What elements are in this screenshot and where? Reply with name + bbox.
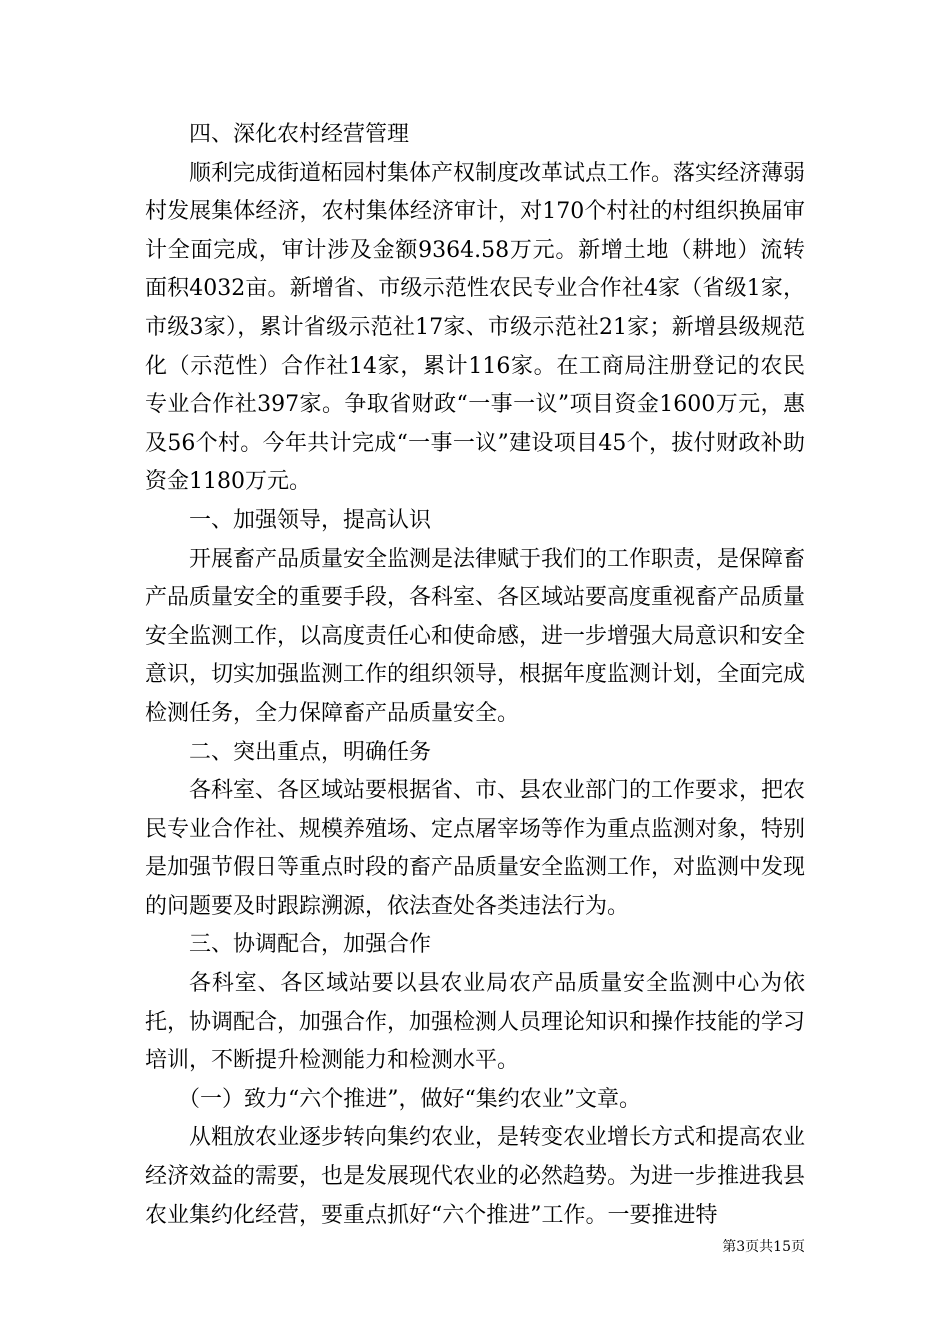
section-heading-1: 一、加强领导，提高认识 [189, 507, 432, 533]
section-heading-4: 四、深化农村经营管理 [189, 122, 410, 147]
document-body [145, 116, 805, 1235]
page-number: 第3页共15页 [722, 1239, 805, 1255]
body-paragraph: 顺利完成街道柘园村集体产权制度改革试点工作。落实经济薄弱村发展集体经济，农村集体经济审计，对170个村社的村组织换届审计全面完成，审计涉及金额9364.58万元。新增土地（耕地）流转面积4032亩。新增省、市级示范性农民专业合作社4家（省级1家，市级3家），累计省级示范社17家、市级示范社21家；新增县级规范化（示范性）合作社14家，累计116家。在工商局注册登记的农民专业合作社397家。争取省财政“一事一议”项目资金1600万元，惠及56个村。今年共计完成“一事一议”建设项目45个，拔付财政补助资金1180万元。 [145, 160, 806, 495]
section-heading-3: 三、协调配合，加强合作 [189, 932, 432, 958]
body-paragraph: 各科室、各区域站要以县农业局农产品质量安全监测中心为依托，协调配合，加强合作，加强检测人员理论知识和操作技能的学习培训，不断提升检测能力和检测水平。 [145, 971, 806, 1074]
section-heading-2: 二、突出重点，明确任务 [189, 739, 432, 765]
subsection-heading: （一）致力“六个推进”，做好“集约农业”文章。 [178, 1086, 641, 1112]
body-paragraph: 从粗放农业逐步转向集约农业，是转变农业增长方式和提高农业经济效益的需要，也是发展现代农业的必然趋势。为进一步推进我县农业集约化经营，要重点抓好“六个推进”工作。一要推进特 [145, 1125, 806, 1228]
body-paragraph: 各科室、各区域站要根据省、市、县农业部门的工作要求，把农民专业合作社、规模养殖场、定点屠宰场等作为重点监测对象，特别是加强节假日等重点时段的畜产品质量安全监测工作，对监测中发现的问题要及时跟踪溯源，依法查处各类违法行为。 [145, 778, 806, 919]
body-paragraph: 开展畜产品质量安全监测是法律赋于我们的工作职责，是保障畜产品质量安全的重要手段，各科室、各区域站要高度重视畜产品质量安全监测工作，以高度责任心和使命感，进一步增强大局意识和安全意识，切实加强监测工作的组织领导，根据年度监测计划，全面完成检测任务，全力保障畜产品质量安全。 [145, 546, 806, 726]
